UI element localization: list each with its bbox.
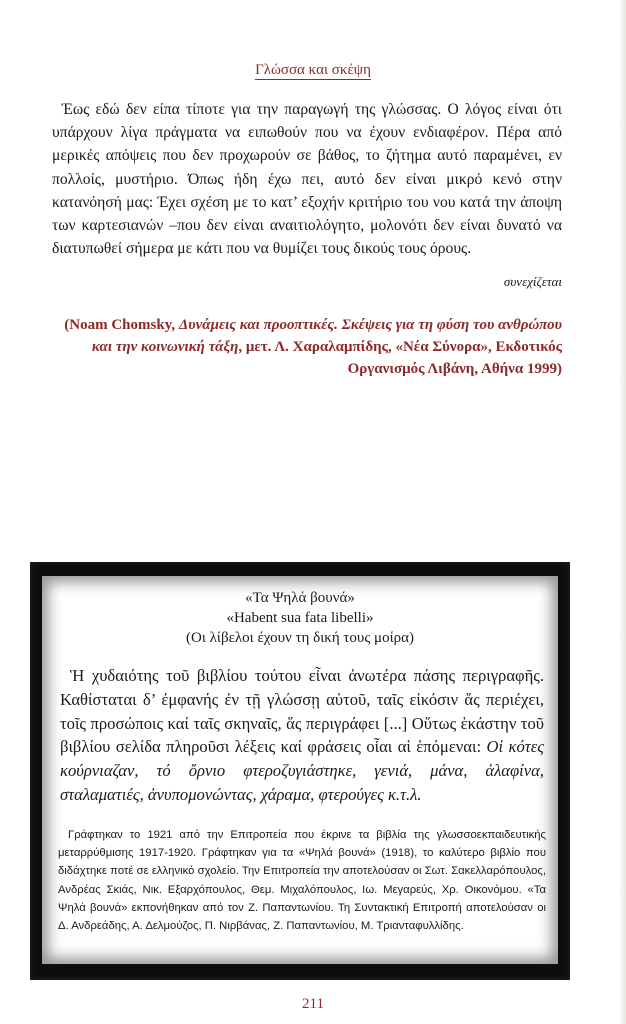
body-paragraph: Έως εδώ δεν είπα τίποτε για την παραγωγή της γλώσσας. Ο λόγος είναι ότι υπάρχουν λίγα πράγματα να ειπωθούν που να έχουν ενδιαφέρον. Πέρα από μερικές απόψεις που δεν προχωρούν σε βάθος, το ζήτημα αυτό παραμένει, εν πολλοίς, μυστήριο. Όπως ήδη έχω πει, αυτό δεν είναι μικρό κενό στην κατανόησή μας: Έχει σχέση με το κατ’ εξοχήν κριτήριο του νου κατά την άποψη των καρτεσιανών –που δεν είναι αναιτιολόγητο, μολονότι δεν είναι δυνατό να διατυπωθεί σήμερα με κάτι που να θυμίζει τους δικούς τους όρους. (52, 101, 562, 258)
polytonic-examples: Οἱ κότες κούρνιαζαν, τό ὄρνιο φτεροζυγιάστηκε, γενιά, μάνα, ἀλαφίνα, σταλαματιές, ἀνυπομονώντας, χάραμα, φτερούγες κ.τ.λ. (60, 737, 544, 804)
citation (42, 314, 562, 380)
citation-book-title: Δυνάμεις και προοπτικές. Σκέψεις για τη φύση του ανθρώπου και την κοινωνική τάξη (91, 317, 562, 355)
citation-open: (Noam Chomsky, (64, 317, 179, 333)
box-note: Γράφτηκαν το 1921 από την Επιτροπεία που έκρινε τα βιβλία της γλωσσοεκπαιδευτικής μεταρρύθμισης 1917-1920. Γράφτηκαν για τα «Ψηλά βουνά» (1918), το καλύτερο βιβλίο που διδάχτηκε ποτέ σε ελληνικό σχολείο. Την Επιτροπεία την αποτελούσαν οι Σωτ. Σακελλαρόπουλος, Ανδρέας Σκιάς, Νικ. Εξαρχόπουλος, Θεμ. Μιχαλόπουλος, Ιω. Μεγαρεύς, Χρ. Οικονόμου. «Τα Ψηλά βουνά» εκπονήθηκαν από τον Ζ. Παπαντωνίου. Τη Συντακτική Επιτροπή αποτελούσαν οι Δ. Ανδρεάδης, Α. Δελμούζος, Π. Νιρβάνας, Ζ. Παπαντωνίου, Μ. Τριανταφυλλίδης. (58, 829, 546, 933)
quote-heading-translation: (Οι λίβελοι έχουν τη δική τους μοίρα) (186, 630, 414, 646)
section-title (0, 62, 626, 79)
polytonic-quote (60, 664, 544, 807)
quote-heading-latin: «Habent sua fata libelli» (226, 610, 374, 626)
page-number: 211 (302, 996, 324, 1012)
quote-frame (30, 562, 570, 980)
section-title-text: Γλώσσα και σκέψη (255, 62, 371, 78)
quote-heading-title: «Τα Ψηλά βουνά» (245, 590, 355, 606)
quote-heading (42, 588, 558, 648)
polytonic-text: Ἡ χυδαιότης τοῦ βιβλίου τούτου εἶναι ἀνωτέρα πάσης περιγραφῆς. Καθίσταται δ’ ἐμφανής ἐν τῇ γλώσσῃ αὐτοῦ, ταῖς εἰκόσιν ἅς περιέχει, τοῖς προσώποις καί ταῖς σκηναῖς, ἅς περιγράφει [...] Οὕτως ἑκάστην τοῦ βιβλίου σελίδα πληροῦσι λέξεις καί φράσεις οἷαι αἱ ἑπόμεναι: (60, 666, 544, 757)
quote-box (42, 576, 558, 964)
continues-label: συνεχίζεται (503, 274, 562, 289)
citation-rest: , μετ. Λ. Χαραλαμπίδης, «Νέα Σύνορα», Εκδοτικός Οργανισμός Λιβάνη, Αθήνα 1999) (238, 339, 562, 377)
page-edge (618, 0, 626, 1024)
